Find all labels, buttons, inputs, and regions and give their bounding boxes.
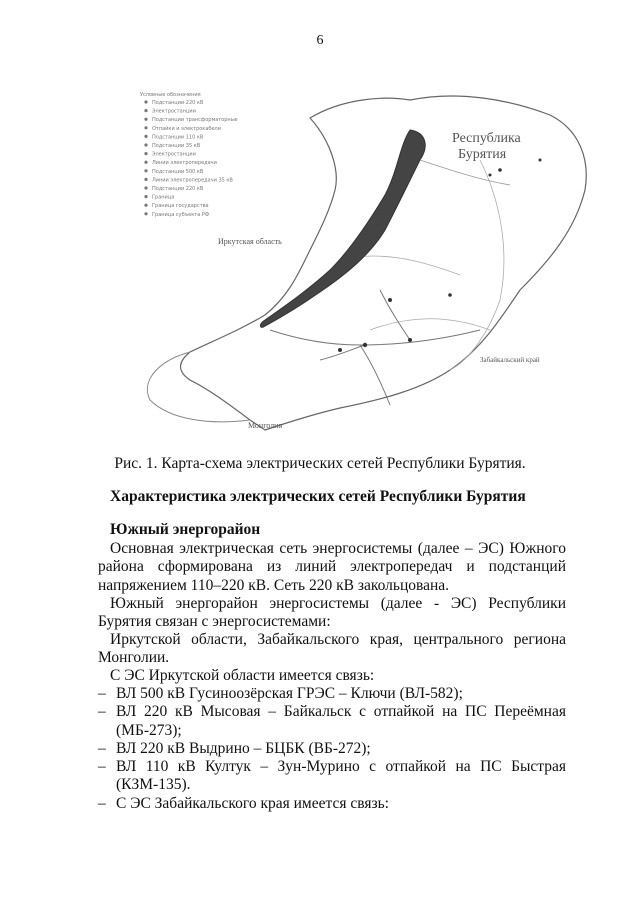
legend-marker <box>144 204 147 207</box>
legend-item: Граница государства <box>152 203 209 210</box>
list-item: – С ЭС Забайкальского края имеется связь: <box>98 795 566 813</box>
legend-item: Граница <box>152 194 175 201</box>
list-item: – ВЛ 220 кВ Выдрино – БЦБК (ВБ-272); <box>98 740 566 758</box>
map-legend <box>140 92 238 218</box>
legend-item: Отпайки и электрокабели <box>152 125 221 132</box>
legend-item: Линии электропередачи 35 кВ <box>152 177 233 184</box>
paragraph-regions: Иркутской области, Забайкальского края, центрального региона Монголии. <box>98 631 566 667</box>
legend-marker <box>144 195 147 198</box>
substation <box>338 348 342 352</box>
subsection-heading: Южный энергорайон <box>110 521 261 538</box>
substation <box>498 168 502 172</box>
substation <box>388 298 392 302</box>
substation <box>539 159 542 162</box>
legend-marker <box>144 143 147 146</box>
connections-list-wrapper <box>98 685 566 813</box>
substation <box>448 293 452 297</box>
label-irkutsk: Иркутская область <box>218 237 282 246</box>
power-line-1 <box>270 330 480 345</box>
region-outline <box>181 96 587 430</box>
legend-marker <box>144 100 147 103</box>
paragraph-main-network: Основная электрическая сеть энергосистемы (далее – ЭС) Южного района сформирована из линий электропередач и подстанций напряжением 110–220 кВ. Сеть 220 кВ закольцована. <box>98 540 566 594</box>
legend-marker <box>144 109 147 112</box>
legend-marker <box>144 186 147 189</box>
power-line-5 <box>320 345 365 360</box>
legend-item: Подстанции 220 кВ <box>152 100 204 106</box>
substations <box>338 159 542 353</box>
legend-title: Условные обозначения <box>140 92 201 98</box>
list-item: – ВЛ 110 кВ Култук – Зун-Мурино с отпайкой на ПС Быстрая (КЗМ-135). <box>98 758 566 795</box>
section-heading: Характеристика электрических сетей Республики Бурятия <box>110 488 526 505</box>
power-line-2 <box>360 345 390 405</box>
power-line-3 <box>380 290 410 340</box>
paragraph-irkutsk-link: С ЭС Иркутской области имеется связь: <box>110 667 375 684</box>
label-mongolia: Монголия <box>248 421 283 430</box>
substation <box>489 174 492 177</box>
power-line-4 <box>420 160 510 185</box>
map-schematic <box>80 60 600 440</box>
legend-marker <box>144 178 147 181</box>
legend-marker <box>144 126 147 129</box>
substation <box>363 343 367 347</box>
legend-item: Электростанции <box>152 151 196 158</box>
legend-marker <box>144 118 147 121</box>
legend-items <box>144 100 237 218</box>
legend-item: Подстанции 500 кВ <box>152 168 204 175</box>
legend-marker <box>144 212 147 215</box>
region-border-inner <box>147 352 250 422</box>
legend-item: Линии электропередачи <box>152 160 217 167</box>
legend-item: Подстанции 220 кВ <box>152 186 204 192</box>
lake-baikal <box>260 130 425 327</box>
legend-marker <box>144 161 147 164</box>
connections-list <box>98 685 566 813</box>
label-zabaikalsky: Забайкальский край <box>480 356 540 364</box>
label-republic-line2: Бурятия <box>458 147 507 162</box>
bur-map-figure <box>80 60 600 440</box>
legend-marker <box>144 152 147 155</box>
list-item: – ВЛ 500 кВ Гусиноозёрская ГРЭС – Ключи (ВЛ-582); <box>98 685 566 703</box>
legend-item: Граница субъекта РФ <box>152 211 210 218</box>
legend-item: Подстанции 110 кВ <box>152 134 204 141</box>
legend-item: Подстанции трансформаторные <box>152 117 238 124</box>
figure-caption: Рис. 1. Карта-схема электрических сетей Республики Бурятия. <box>114 455 526 472</box>
legend-marker <box>144 169 147 172</box>
legend-item: Электростанции <box>152 108 196 115</box>
subregion-border-1 <box>450 160 504 370</box>
list-item: – ВЛ 220 кВ Мысовая – Байкальск с отпайкой на ПС Перeёмная (МБ-273); <box>98 703 566 740</box>
page-number: 6 <box>316 33 324 48</box>
label-republic-line1: Республика <box>452 131 521 146</box>
paragraph-connections: Южный энергорайон энергосистемы (далее - ЭС) Республики Бурятия связан с энергосистемами: <box>98 595 566 631</box>
substation <box>408 338 412 342</box>
subregion-border-3 <box>370 319 490 330</box>
legend-marker <box>144 135 147 138</box>
legend-item: Подстанции 35 кВ <box>152 143 201 149</box>
